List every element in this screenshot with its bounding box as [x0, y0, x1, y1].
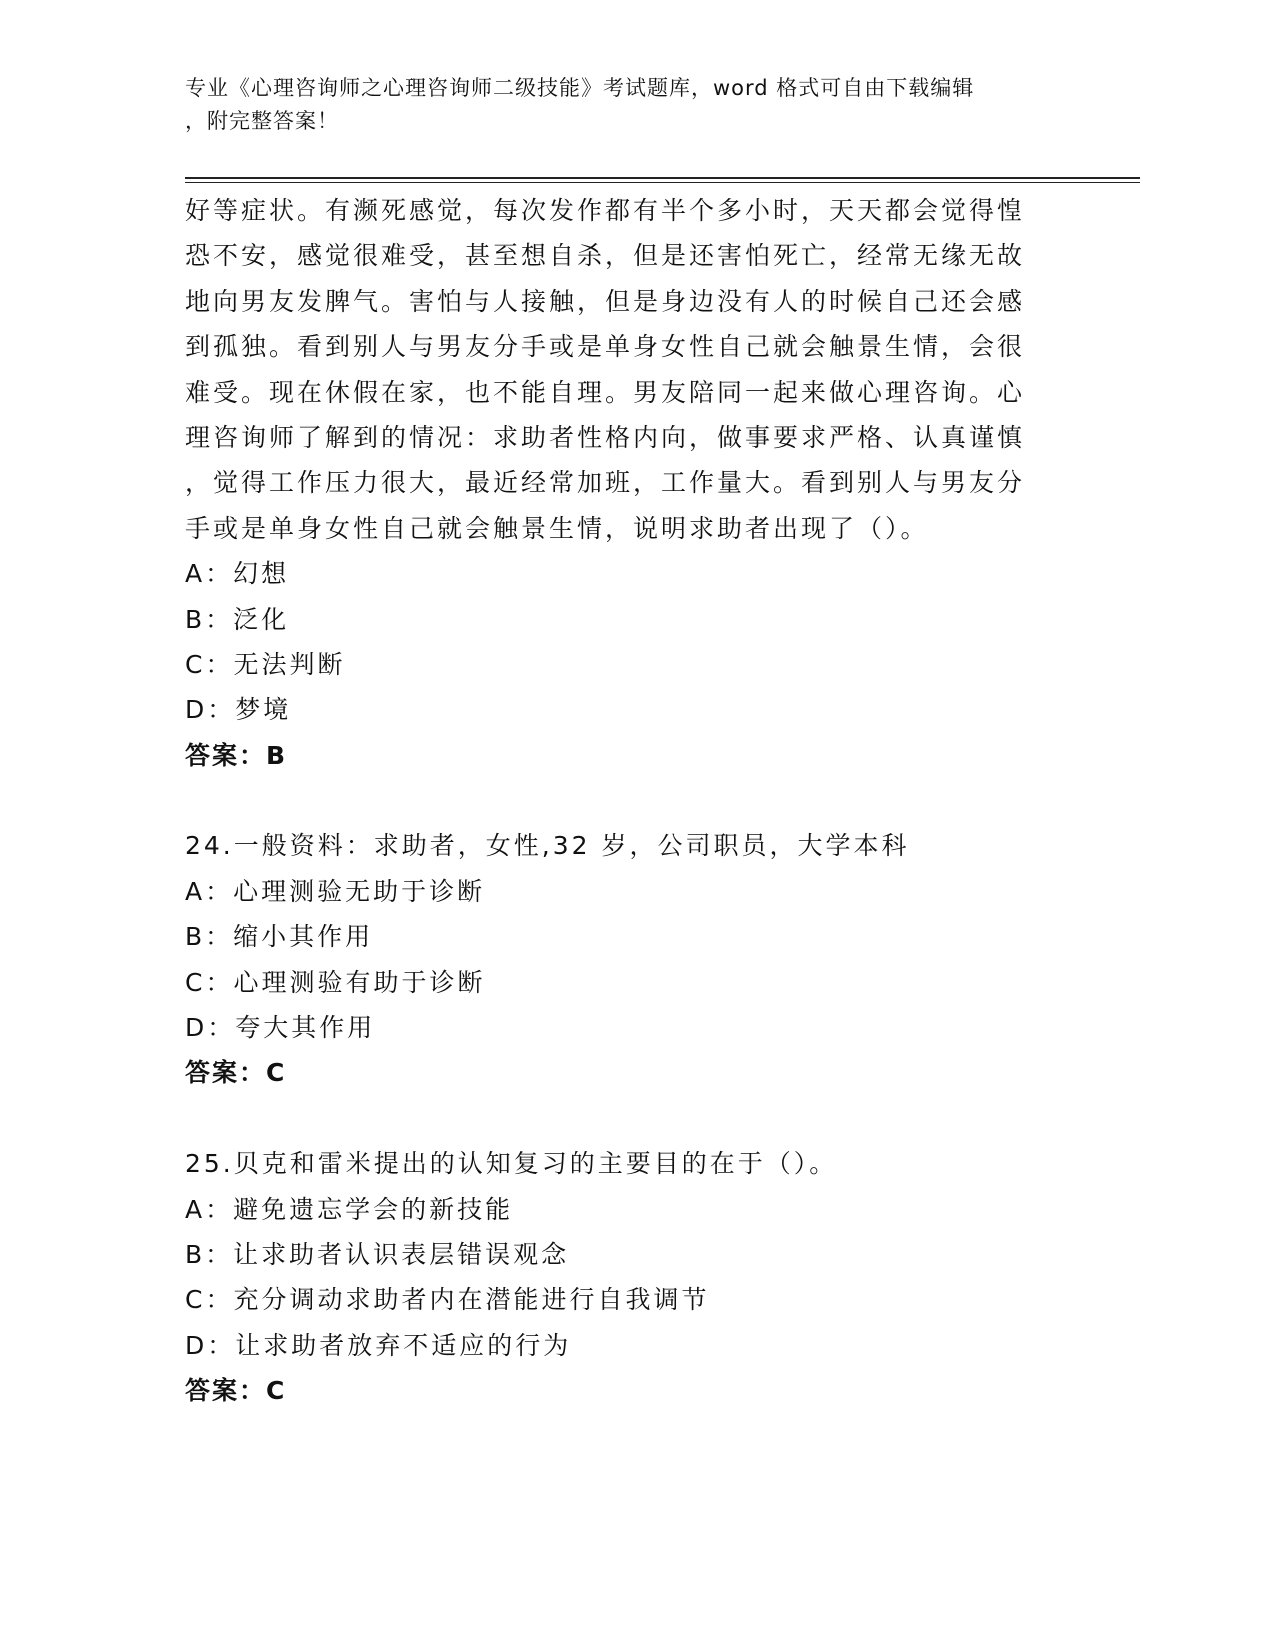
- question-spacer: [185, 1096, 1065, 1141]
- question-stem-line: 难受。现在休假在家，也不能自理。男友陪同一起来做心理咨询。心: [185, 377, 1026, 407]
- question-stem-line: 理咨询师了解到的情况：求助者性格内向，做事要求严格、认真谨慎: [185, 422, 1026, 452]
- header-divider-thin: [185, 182, 1140, 183]
- answer-label: 答案：C: [185, 1058, 287, 1088]
- option-d: D：夸大其作用: [185, 1013, 376, 1043]
- option-a: A：避免遗忘学会的新技能: [185, 1194, 514, 1224]
- question-stem: 24.一般资料：求助者，女性,32 岁，公司职员，大学本科: [185, 831, 910, 861]
- question-25: [185, 1141, 1065, 1413]
- document-header: [185, 72, 1065, 138]
- question-stem-line: 地向男友发脾气。害怕与人接触，但是身边没有人的时候自己还会感: [185, 286, 1026, 316]
- option-d: D：梦境: [185, 695, 292, 725]
- question-stem: 25.贝克和雷米提出的认知复习的主要目的在于（）。: [185, 1149, 838, 1179]
- question-stem-line: 好等症状。有濒死感觉，每次发作都有半个多小时，天天都会觉得惶: [185, 196, 1026, 225]
- question-spacer: [185, 778, 1065, 823]
- option-b: B：泛化: [185, 604, 290, 634]
- question-stem-line: 手或是单身女性自己就会触景生情，说明求助者出现了（）。: [185, 513, 929, 543]
- option-b: B：缩小其作用: [185, 922, 374, 952]
- header-divider-thick: [185, 177, 1140, 179]
- header-title-line2: ，附完整答案！: [185, 109, 339, 133]
- question-23: [185, 188, 1065, 778]
- header-title-line1: 专业《心理咨询师之心理咨询师二级技能》考试题库，word 格式可自由下载编辑: [185, 76, 975, 100]
- option-c: C：无法判断: [185, 649, 346, 679]
- question-stem-line: 恐不安，感觉很难受，甚至想自杀，但是还害怕死亡，经常无缘无故: [185, 241, 1026, 271]
- question-24: [185, 823, 1065, 1095]
- option-a: A：心理测验无助于诊断: [185, 876, 486, 906]
- question-stem-line: ，觉得工作压力很大，最近经常加班，工作量大。看到别人与男友分: [185, 468, 1026, 498]
- answer-label: 答案：C: [185, 1376, 287, 1406]
- option-c: C：充分调动求助者内在潜能进行自我调节: [185, 1285, 710, 1315]
- question-stem-line: 到孤独。看到别人与男友分手或是单身女性自己就会触景生情，会很: [185, 332, 1026, 362]
- option-b: B：让求助者认识表层错误观念: [185, 1239, 570, 1269]
- option-d: D：让求助者放弃不适应的行为: [185, 1330, 572, 1360]
- option-a: A：幻想: [185, 559, 290, 589]
- option-c: C：心理测验有助于诊断: [185, 967, 486, 997]
- answer-label: 答案：B: [185, 740, 288, 770]
- document-body: [185, 188, 1065, 1414]
